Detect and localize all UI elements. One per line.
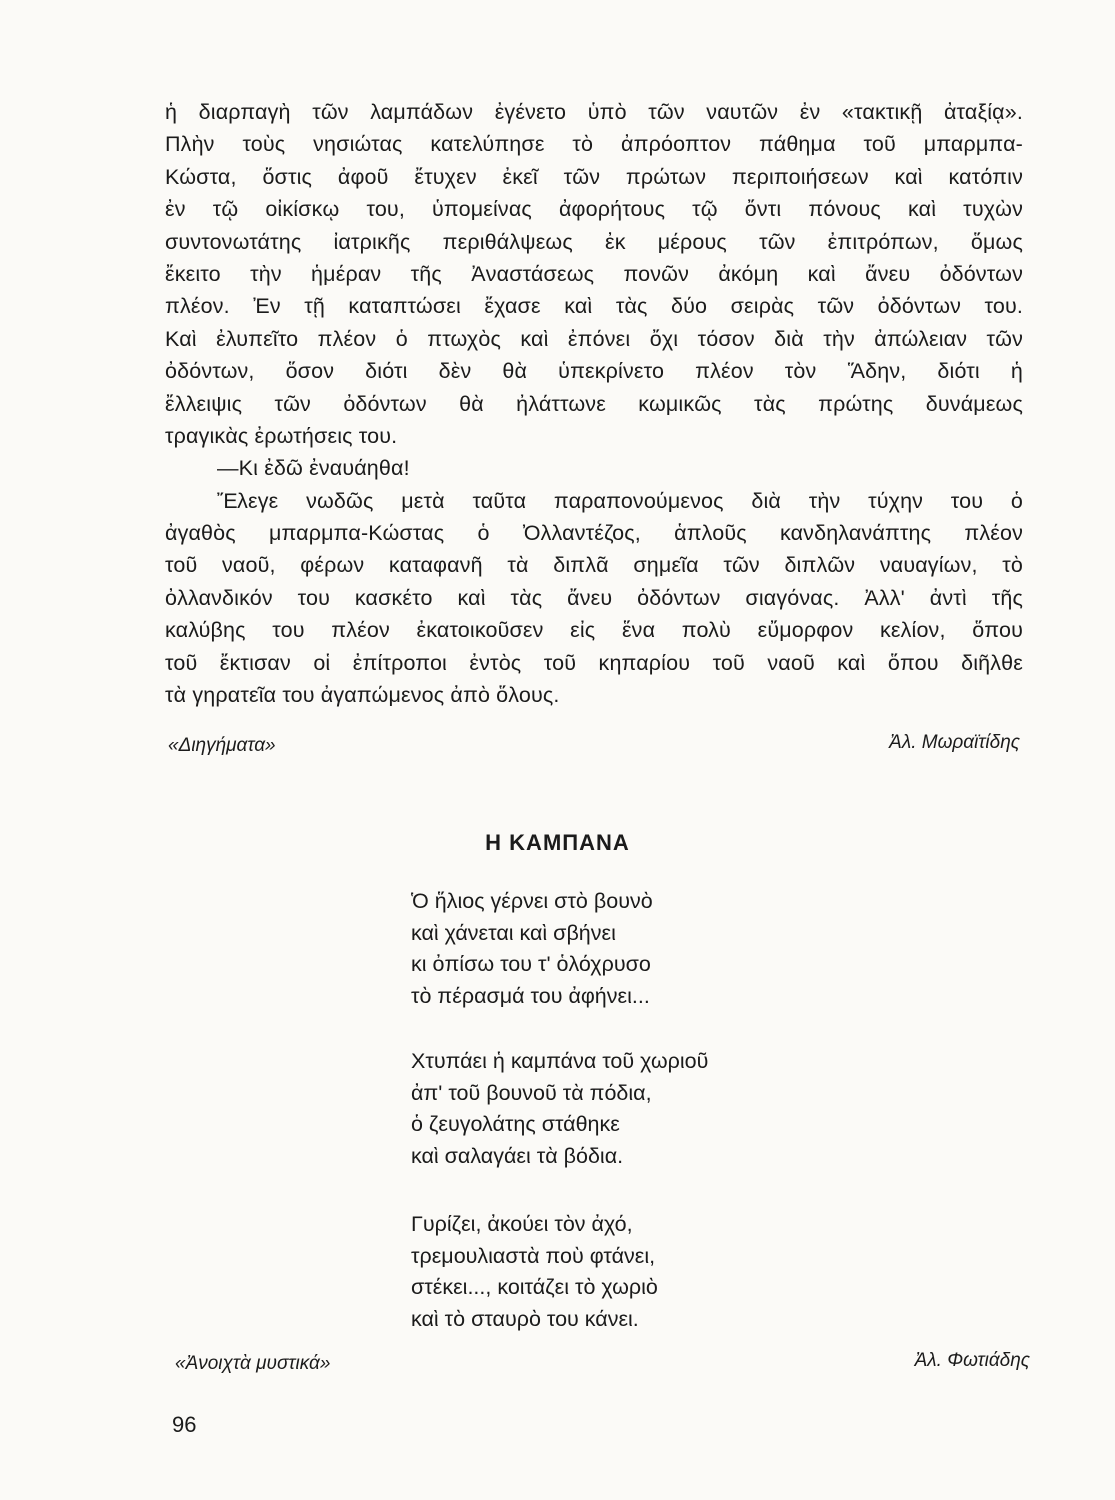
poem-verse: Χτυπάει ἡ καμπάνα τοῦ χωριοῦ [411, 1049, 709, 1073]
prose-line: ὀδόντων, ὅσον διότι δὲν θὰ ὑπεκρίνετο πλέον τὸν Ἅδην, διότι ἡ [165, 359, 1023, 384]
prose-line: τὰ γηρατεῖα του ἀγαπώμενος ἀπὸ ὅλους. [165, 683, 560, 708]
poem-stanza-3 [411, 1209, 658, 1335]
prose-source: «Διηγήματα» [168, 735, 276, 756]
poem-author: Ἀλ. Φωτιάδης [914, 1350, 1030, 1371]
prose-line: ὀλλανδικόν του κασκέτο καὶ τὰς ἄνευ ὀδόντων σιαγόνας. Ἀλλ' ἀντὶ τῆς [165, 585, 1023, 610]
prose-line: Πλὴν τοὺς νησιώτας κατελύπησε τὸ ἀπρόοπτον πάθημα τοῦ μπαρμπα- [165, 132, 1023, 157]
poem-verse: τὸ πέρασμά του ἀφήνει... [411, 983, 650, 1008]
poem-verse: καὶ τὸ σταυρὸ του κάνει. [411, 1306, 639, 1331]
poem-title: Η ΚΑΜΠΑΝΑ [485, 830, 630, 855]
poem-verse: ἀπ' τοῦ βουνοῦ τὰ πόδια, [411, 1080, 652, 1105]
poem-verse: καὶ χάνεται καὶ σβήνει [411, 920, 616, 945]
poem-source: «Ἀνοιχτὰ μυστικά» [175, 1353, 331, 1374]
poem-verse: ὁ ζευγολάτης στάθηκε [411, 1112, 620, 1136]
prose-line: πλέον. Ἐν τῇ καταπτώσει ἔχασε καὶ τὰς δύο σειρὰς τῶν ὀδόντων του. [165, 294, 1023, 319]
prose-line: συντονωτάτης ἰατρικῆς περιθάλψεως ἐκ μέρους τῶν ἐπιτρόπων, ὅμως [165, 229, 1023, 254]
dialogue-line: —Κι ἐδῶ ἐναυάηθα! [217, 456, 410, 481]
poem-verse: τρεμουλιαστὰ ποὺ φτάνει, [411, 1243, 656, 1268]
prose-passage [165, 96, 1023, 711]
prose-line: Ἔλεγε νωδῶς μετὰ ταῦτα παραπονούμενος διὰ τὴν τύχην του ὁ [217, 488, 1023, 513]
prose-line: Καὶ ἐλυπεῖτο πλέον ὁ πτωχὸς καὶ ἐπόνει ὄχι τόσον διὰ τὴν ἀπώλειαν τῶν [165, 326, 1023, 351]
prose-line: Κώστα, ὅστις ἀφοῦ ἔτυχεν ἐκεῖ τῶν πρώτων περιποιήσεων καὶ κατόπιν [165, 164, 1023, 189]
page-number: 96 [172, 1412, 197, 1437]
poem-verse: καὶ σαλαγάει τὰ βόδια. [411, 1143, 624, 1168]
prose-author: Ἀλ. Μωραϊτίδης [889, 732, 1020, 753]
poem-verse: κι ὀπίσω του τ' ὁλόχρυσο [411, 952, 651, 976]
prose-line: ἔλλειψις τῶν ὀδόντων θὰ ἠλάττωνε κωμικῶς τὰς πρώτης δυνάμεως [165, 391, 1023, 416]
poem-verse: στέκει..., κοιτάζει τὸ χωριὸ [411, 1275, 658, 1299]
prose-line: ἡ διαρπαγὴ τῶν λαμπάδων ἐγένετο ὑπὸ τῶν ναυτῶν ἐν «τακτικῇ ἀταξίᾳ». [165, 100, 1023, 124]
prose-line: ἀγαθὸς μπαρμπα-Κώστας ὁ Ὀλλαντέζος, ἁπλοῦς κανδηλανάπτης πλέον [165, 521, 1023, 546]
prose-line: ἐν τῷ οἰκίσκῳ του, ὑπομείνας ἀφορήτους τῷ ὄντι πόνους καὶ τυχὼν [165, 197, 1023, 222]
poem-verse: Γυρίζει, ἀκούει τὸν ἀχό, [411, 1212, 633, 1236]
poem-verse: Ὁ ἥλιος γέρνει στὸ βουνὸ [411, 889, 653, 913]
poem-stanza-2 [411, 1046, 708, 1172]
prose-line: τοῦ ναοῦ, φέρων καταφανῆ τὰ διπλᾶ σημεῖα τῶν διπλῶν ναυαγίων, τὸ [165, 553, 1023, 578]
prose-line: τοῦ ἔκτισαν οἱ ἐπίτροποι ἐντὸς τοῦ κηπαρίου τοῦ ναοῦ καὶ ὅπου διῆλθε [165, 650, 1023, 675]
poem-stanza-1 [411, 886, 653, 1012]
prose-line: τραγικὰς ἐρωτήσεις του. [165, 423, 398, 448]
prose-line: καλύβης του πλέον ἐκατοικοῦσεν εἰς ἕνα πολὺ εὔμορφον κελίον, ὅπου [165, 618, 1023, 643]
prose-line: ἔκειτο τὴν ἡμέραν τῆς Ἀναστάσεως πονῶν ἀκόμη καὶ ἄνευ ὀδόντων [165, 261, 1023, 286]
